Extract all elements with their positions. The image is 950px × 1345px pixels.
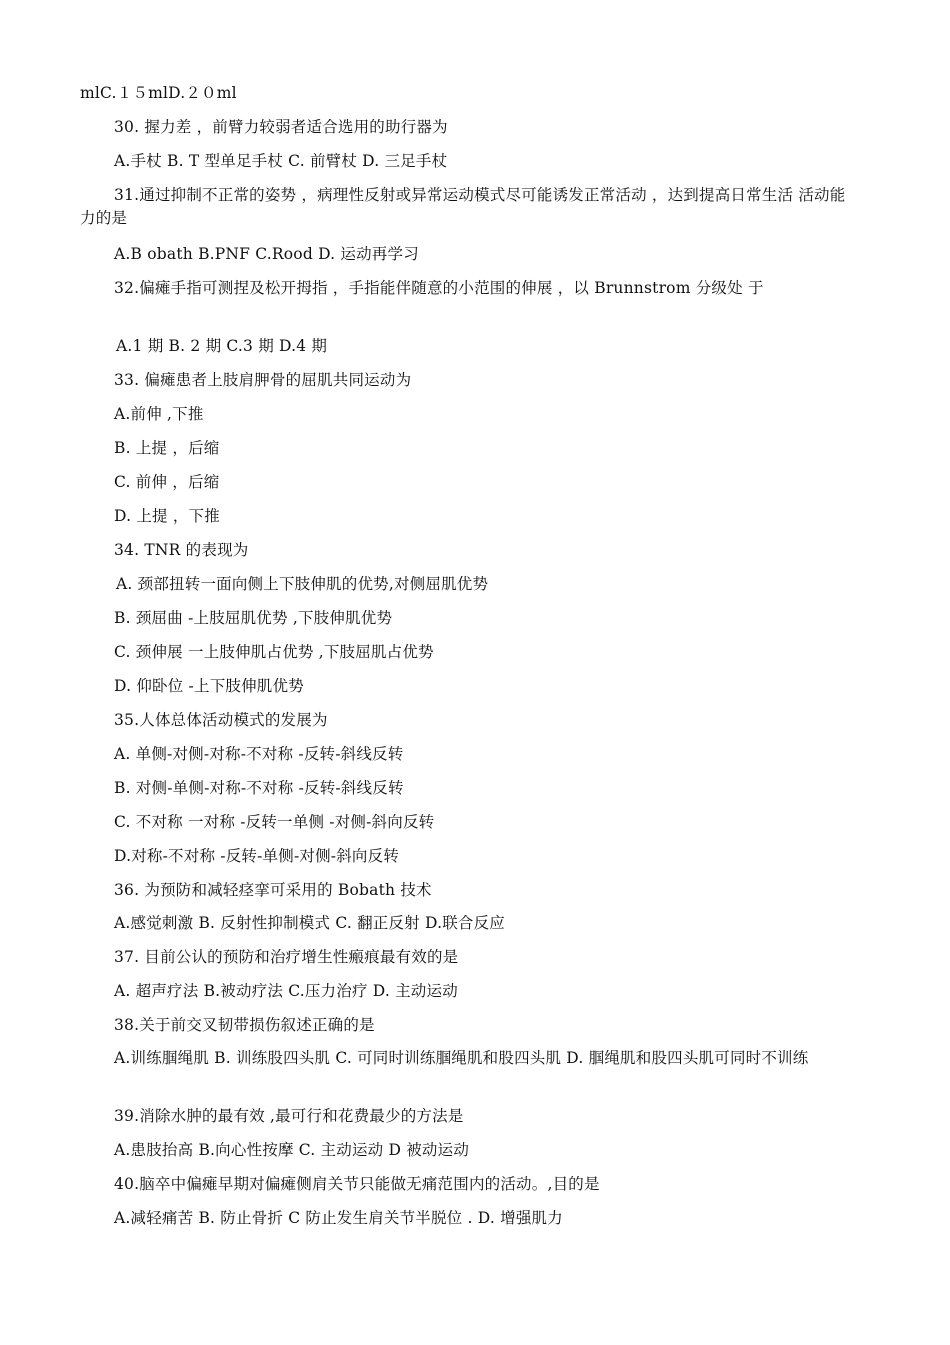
question-38: 38.关于前交叉韧带损伤叙述正确的是	[114, 1016, 375, 1034]
option-34-a: A. 颈部扭转一面向侧上下肢伸肌的优势,对侧屈肌优势	[116, 575, 489, 593]
question-39: 39.消除水肿的最有效 ,最可行和花费最少的方法是	[114, 1107, 464, 1125]
question-33: 33. 偏瘫患者上肢肩胛骨的屈肌共同运动为	[114, 371, 412, 389]
option-33-c: C. 前伸 ，后缩	[114, 473, 220, 491]
option-35-c: C. 不对称 一对称 -反转一单侧 -对侧-斜向反转	[114, 813, 435, 831]
options-37: A. 超声疗法 B.被动疗法 C.压力治疗 D. 主动运动	[114, 982, 458, 1000]
option-33-d: D. 上提 ，下推	[114, 507, 220, 525]
question-31: 31.通过抑制不正常的姿势 ，病理性反射或异常运动模式尽可能诱发正常活动 ，达到提高日常生活 活动能力的是	[80, 186, 846, 227]
option-34-d: D. 仰卧位 -上下肢伸肌优势	[114, 677, 304, 695]
option-35-a: A. 单侧-对侧-对称-不对称 -反转-斜线反转	[114, 745, 404, 763]
option-35-d: D.对称-不对称 -反转-单侧-对侧-斜向反转	[114, 847, 400, 865]
option-33-a: A.前伸 ,下推	[114, 405, 204, 423]
question-30: 30. 握力差 ，前臂力较弱者适合选用的助行器为	[114, 118, 448, 136]
options-36: A.感觉刺激 B. 反射性抑制模式 C. 翻正反射 D.联合反应	[114, 914, 506, 932]
options-38: A.训练腘绳肌 B. 训练股四头肌 C. 可同时训练腘绳肌和股四头肌 D. 腘绳肌和股四头肌可同时不训练	[114, 1049, 809, 1067]
option-34-b: B. 颈屈曲 -上肢屈肌优势 ,下肢伸肌优势	[114, 609, 393, 627]
question-34: 34. TNR 的表现为	[114, 541, 249, 559]
question-40: 40.脑卒中偏瘫早期对偏瘫侧肩关节只能做无痛范围内的活动。,目的是	[114, 1175, 600, 1193]
option-35-b: B. 对侧-单侧-对称-不对称 -反转-斜线反转	[114, 779, 404, 797]
question-36: 36. 为预防和减轻痉挛可采用的 Bobath 技术	[114, 881, 432, 899]
question-37: 37. 目前公认的预防和治疗增生性瘢痕最有效的是	[114, 948, 459, 966]
options-40: A.减轻痛苦 B. 防止骨折 C 防止发生肩关节半脱位 . D. 增强肌力	[114, 1209, 563, 1227]
options-39: A.患肢抬高 B.向心性按摩 C. 主动运动 D 被动运动	[114, 1141, 470, 1159]
text-line-options-29-tail: mlC.１５mlD.２０ml	[80, 84, 237, 102]
question-32: 32.偏瘫手指可测捏及松开拇指 ，手指能伴随意的小范围的伸展 ，以 Brunnstrom 分级处 于	[114, 279, 764, 297]
options-32: A.1 期 B. 2 期 C.3 期 D.4 期	[116, 337, 328, 355]
options-31: A.B obath B.PNF C.Rood D. 运动再学习	[114, 245, 419, 263]
option-34-c: C. 颈伸展 一上肢伸肌占优势 ,下肢屈肌占优势	[114, 643, 434, 661]
options-30: A.手杖 B. T 型单足手杖 C. 前臂杖 D. 三足手杖	[114, 152, 448, 170]
option-33-b: B. 上提 ，后缩	[114, 439, 220, 457]
question-35: 35.人体总体活动模式的发展为	[114, 711, 328, 729]
